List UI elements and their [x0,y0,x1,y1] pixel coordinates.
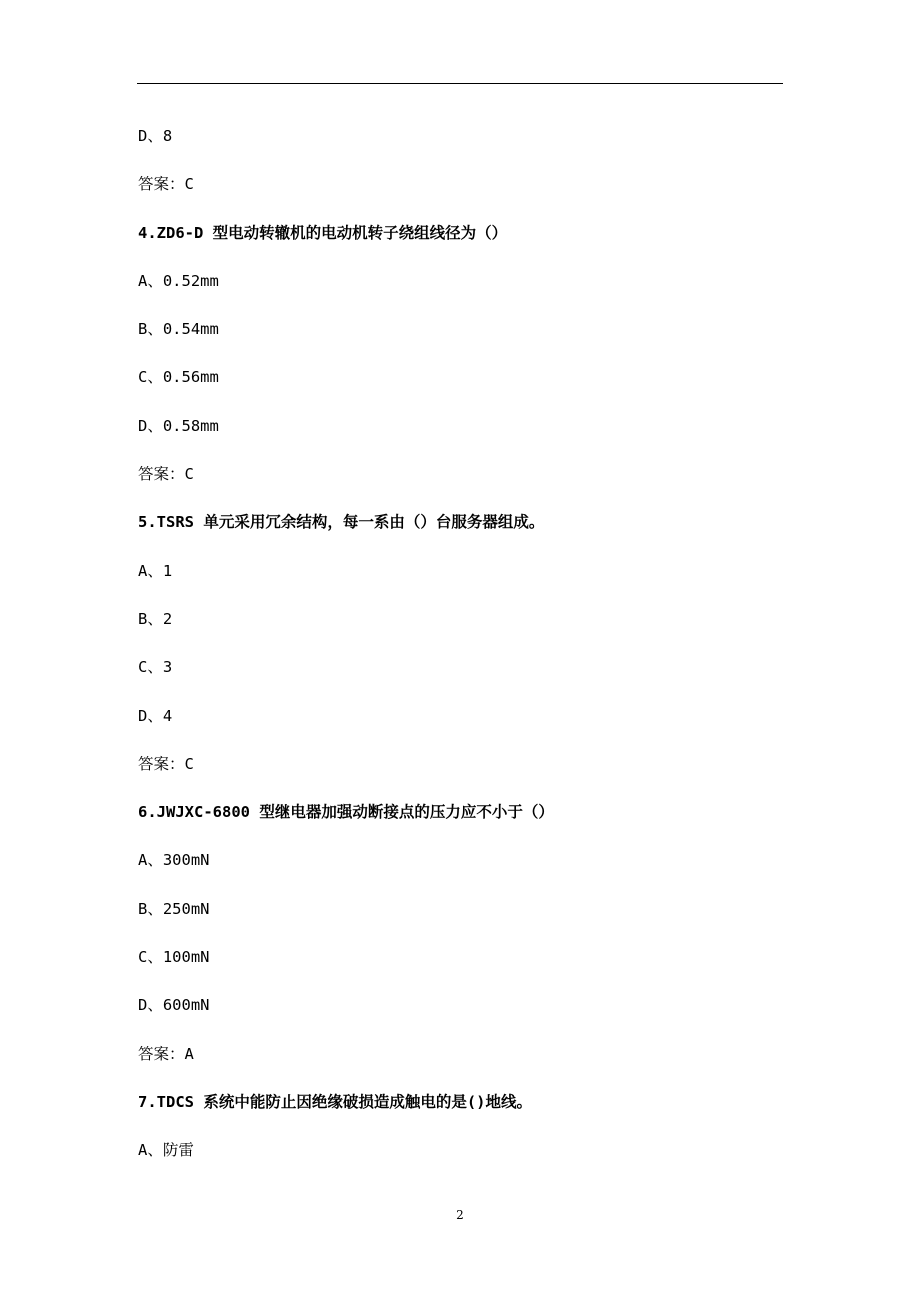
option-line: B、0.54mm [138,320,219,339]
option-line: A、0.52mm [138,271,219,290]
option-line: B、2 [138,609,173,628]
option-line: A、防雷 [138,1141,194,1160]
question-text: 4.ZD6-D 型电动转辙机的电动机转子绕组线径为（） [138,223,508,242]
option-line: C、100mN [138,948,210,967]
answer-line: 答案：C [138,175,194,194]
option-line: B、250mN [138,899,210,918]
option-line: D、600mN [138,996,210,1015]
answer-line: 答案：C [138,754,194,773]
page-number: 2 [456,1208,464,1222]
document-body [138,112,788,1175]
option-line: D、8 [138,127,173,145]
option-line: D、4 [138,706,173,725]
option-line: C、0.56mm [138,368,219,387]
option-line: D、0.58mm [138,416,219,435]
answer-line: 答案：C [138,465,194,484]
header-rule [137,83,783,84]
question-text: 7.TDCS 系统中能防止因绝缘破损造成触电的是()地线。 [138,1092,532,1111]
option-line: C、3 [138,658,173,677]
answer-line: 答案：A [138,1044,194,1063]
option-line: A、300mN [138,851,210,870]
option-line: A、1 [138,561,173,580]
question-text: 6.JWJXC-6800 型继电器加强动断接点的压力应不小于（） [138,803,554,822]
question-text: 5.TSRS 单元采用冗余结构，每一系由（）台服务器组成。 [138,513,545,532]
